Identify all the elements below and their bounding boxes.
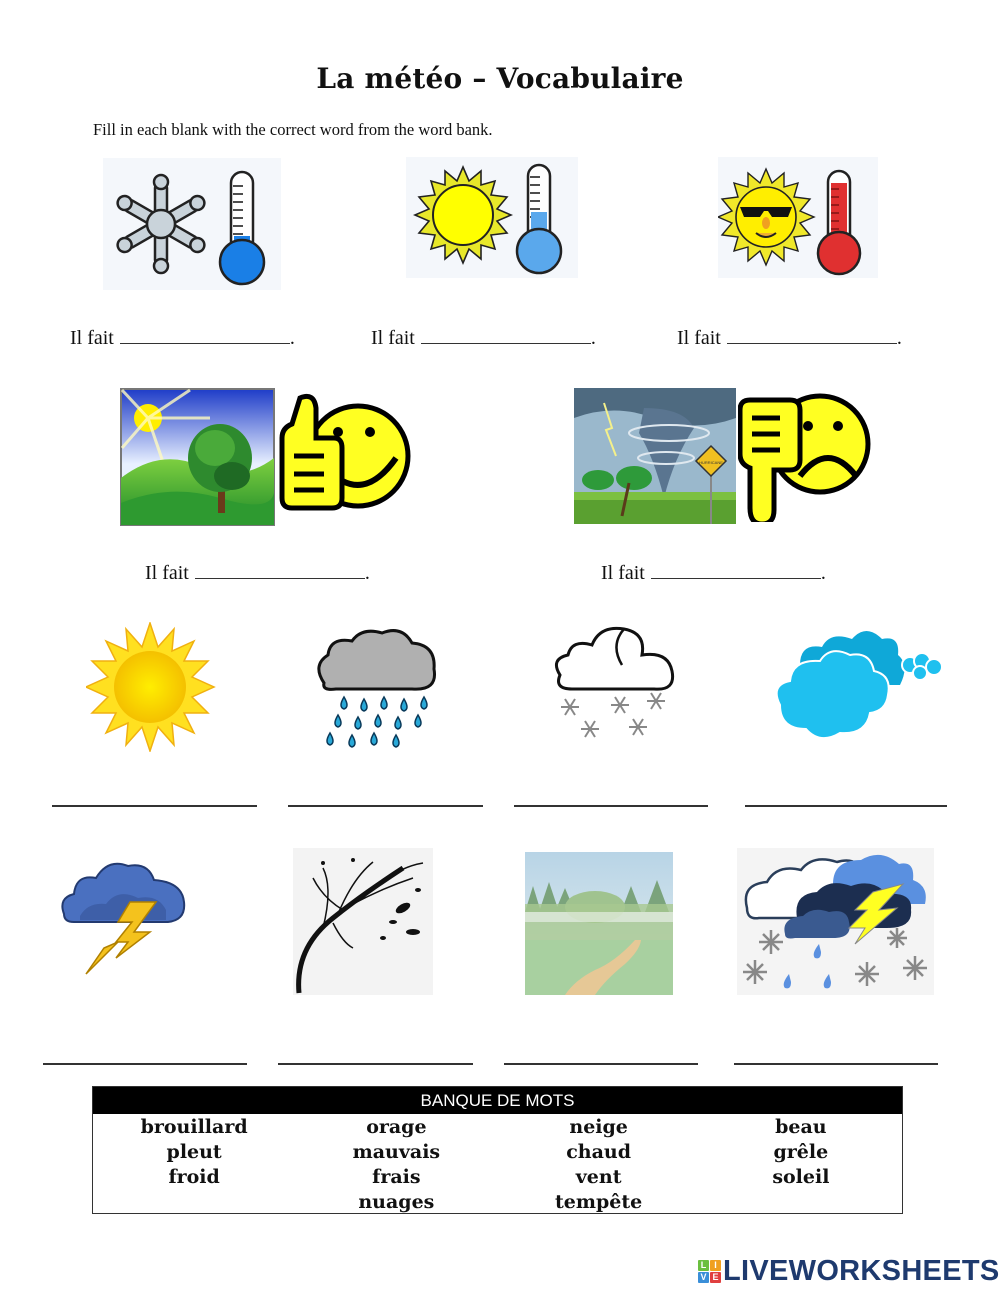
sentence-suffix: . [289, 327, 295, 349]
rain-cloud-icon [312, 625, 440, 750]
lightning-cloud-icon [58, 858, 188, 978]
logo-text: LIVEWORKSHEETS [723, 1255, 1000, 1287]
answer-blank[interactable] [421, 325, 591, 344]
snowflake-cold-thermometer-icon [103, 158, 281, 290]
sun-sunglasses-hot-thermometer-icon [718, 157, 878, 278]
sunny-landscape-icon [120, 388, 275, 526]
answer-blank-row4-3[interactable] [504, 1063, 698, 1065]
word-bank-word[interactable]: mauvais [352, 1141, 441, 1163]
word-bank-word[interactable]: neige [569, 1116, 628, 1138]
word-bank-word[interactable]: orage [366, 1116, 427, 1138]
word-bank-word[interactable]: tempête [555, 1191, 643, 1213]
word-bank-word[interactable]: grêle [773, 1141, 829, 1163]
word-bank-header: BANQUE DE MOTS [93, 1087, 902, 1114]
sentence-row1-2 [371, 325, 596, 350]
word-bank-column-2 [295, 1114, 497, 1215]
word-bank-word[interactable]: beau [775, 1116, 827, 1138]
fog-landscape-icon [525, 852, 673, 995]
logo-letter: V [698, 1272, 709, 1283]
answer-blank[interactable] [195, 560, 365, 579]
word-bank-word[interactable]: froid [168, 1166, 220, 1188]
sentence-suffix: . [896, 327, 902, 349]
logo-live-icon [698, 1260, 721, 1283]
word-bank-word[interactable]: pleut [166, 1141, 222, 1163]
snow-cloud-icon [550, 625, 680, 745]
answer-blank-row4-1[interactable] [43, 1063, 247, 1065]
word-bank-column-1 [93, 1114, 295, 1215]
word-bank-word[interactable]: soleil [772, 1166, 830, 1188]
sentence-prefix: Il fait [371, 327, 415, 349]
instructions: Fill in each blank with the correct word from the word bank. [93, 120, 493, 139]
sentence-prefix: Il fait [145, 562, 189, 584]
word-bank-column-4 [700, 1114, 902, 1215]
sentence-row1-3 [677, 325, 902, 350]
answer-blank-row4-4[interactable] [734, 1063, 938, 1065]
sun-icon [86, 622, 216, 752]
answer-blank-row3-3[interactable] [514, 805, 708, 807]
word-bank-word[interactable]: frais [372, 1166, 421, 1188]
logo-letter: I [710, 1260, 721, 1271]
answer-blank[interactable] [120, 325, 290, 344]
page-title: La météo – Vocabulaire [316, 62, 684, 95]
answer-blank-row4-2[interactable] [278, 1063, 473, 1065]
liveworksheets-logo[interactable] [698, 1255, 1000, 1288]
word-bank-word[interactable]: nuages [358, 1191, 435, 1213]
sign-text: HURRICANE [699, 460, 723, 465]
sun-cool-thermometer-icon [406, 157, 578, 278]
logo-letter: E [710, 1272, 721, 1283]
word-bank-word[interactable]: vent [575, 1166, 622, 1188]
wind-tree-icon [293, 848, 433, 995]
storm-tornado-icon [574, 388, 736, 524]
answer-blank[interactable] [651, 560, 821, 579]
sentence-suffix: . [820, 562, 826, 584]
sentence-prefix: Il fait [70, 327, 114, 349]
sentence-row2-1 [145, 560, 370, 585]
answer-blank-row3-4[interactable] [745, 805, 947, 807]
thumbs-down-sad-icon [738, 390, 872, 522]
answer-blank-row3-2[interactable] [288, 805, 483, 807]
logo-letter: L [698, 1260, 709, 1271]
word-bank-word[interactable]: chaud [566, 1141, 632, 1163]
sentence-row1-1 [70, 325, 295, 350]
thumbs-up-smiley-icon [278, 390, 412, 522]
sentence-suffix: . [364, 562, 370, 584]
sentence-prefix: Il fait [677, 327, 721, 349]
hail-storm-icon [737, 848, 934, 995]
sentence-suffix: . [590, 327, 596, 349]
word-bank-column-3 [498, 1114, 700, 1215]
answer-blank[interactable] [727, 325, 897, 344]
word-bank-word[interactable]: brouillard [140, 1116, 248, 1138]
sentence-prefix: Il fait [601, 562, 645, 584]
clouds-icon [770, 625, 946, 745]
answer-blank-row3-1[interactable] [52, 805, 257, 807]
sentence-row2-2 [601, 560, 826, 585]
word-bank [92, 1086, 903, 1214]
